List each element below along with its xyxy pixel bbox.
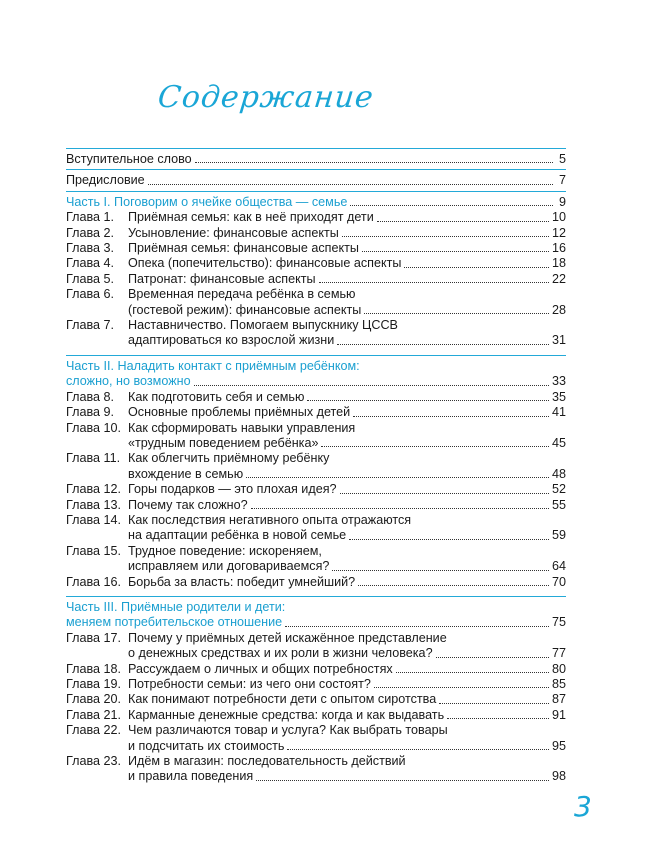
- page-ref: 28: [551, 302, 566, 317]
- chapter-title: Как последствия негативного опыта отражаются: [128, 512, 412, 527]
- page-ref: 70: [551, 574, 566, 589]
- page-ref: 55: [551, 497, 566, 512]
- dot-leader: [319, 281, 549, 283]
- part-title: Часть III. Приёмные родители и дети:: [66, 599, 286, 614]
- chapter-label: Глава 2.: [66, 225, 115, 240]
- page-title: Содержание: [156, 80, 376, 115]
- chapter-entry: [66, 303, 566, 318]
- chapter-title: и правила поведения: [128, 769, 254, 784]
- separator-line: [66, 355, 566, 356]
- chapter-title: Трудное поведение: искореняем,: [128, 543, 322, 558]
- chapter-title: Приёмная семья: как в неё приходят дети: [128, 210, 374, 225]
- toc-entry: [66, 173, 566, 188]
- dot-leader: [377, 220, 549, 222]
- chapter-title: Как понимают потребности дети с опытом сиротства: [128, 692, 437, 707]
- dot-leader: [307, 399, 549, 401]
- dot-leader: [396, 671, 549, 673]
- chapter-title: Горы подарков — это плохая идея?: [128, 482, 337, 497]
- chapter-title: Основные проблемы приёмных детей: [128, 405, 351, 420]
- dot-leader: [350, 204, 553, 206]
- chapter-entry: [66, 544, 566, 559]
- chapter-entry: [66, 559, 566, 574]
- chapter-title: вхождение в семью: [128, 466, 244, 481]
- dot-leader: [340, 492, 549, 494]
- chapter-label: Глава 9.: [66, 405, 115, 420]
- dot-leader: [439, 702, 549, 704]
- dot-leader: [195, 161, 553, 163]
- page-ref: 95: [551, 738, 566, 753]
- chapter-entry: [66, 421, 566, 436]
- page-ref: 33: [551, 374, 566, 389]
- chapter-title: Временная передача ребёнка в семью: [128, 287, 356, 302]
- dot-leader: [285, 625, 549, 627]
- chapter-title: Усыновление: финансовые аспекты: [128, 225, 339, 240]
- chapter-label: Глава 4.: [66, 256, 115, 271]
- chapter-title: исправляем или договариваемся?: [128, 559, 330, 574]
- chapter-label: Глава 22.: [66, 723, 122, 738]
- chapter-title: Почему у приёмных детей искажённое представление: [128, 630, 447, 645]
- page-ref: 77: [551, 646, 566, 661]
- chapter-entry: [66, 677, 566, 692]
- chapter-label: Глава 11.: [66, 451, 121, 466]
- toc-entry: [66, 152, 566, 167]
- dot-leader: [404, 266, 549, 268]
- chapter-entry: [66, 708, 566, 723]
- chapter-title: (гостевой режим): финансовые аспекты: [128, 302, 362, 317]
- part-title: Часть I. Поговорим о ячейке общества — семье: [66, 194, 348, 209]
- chapter-label: Глава 16.: [66, 574, 122, 589]
- dot-leader: [362, 250, 549, 252]
- chapter-title: о денежных средствах и их роли в жизни человека?: [128, 646, 433, 661]
- chapter-label: Глава 20.: [66, 692, 122, 707]
- chapter-label: Глава 21.: [66, 707, 122, 722]
- dot-leader: [321, 445, 549, 447]
- chapter-title: Потребности семьи: из чего они состоят?: [128, 677, 371, 691]
- dot-leader: [256, 779, 549, 781]
- chapter-label: Глава 7.: [66, 318, 115, 333]
- dot-leader: [251, 507, 549, 509]
- chapter-entry: [66, 528, 566, 543]
- chapter-entry: [66, 272, 566, 287]
- page-ref: 91: [551, 707, 566, 722]
- dot-leader: [447, 717, 549, 719]
- page-ref: 48: [551, 466, 566, 481]
- page-ref: 5: [558, 152, 566, 166]
- chapter-title: Как сформировать навыки управления: [128, 420, 356, 435]
- chapter-title: Идём в магазин: последовательность действий: [128, 754, 406, 769]
- chapter-entry: [66, 575, 566, 590]
- chapter-label: Глава 3.: [66, 241, 115, 256]
- chapter-title: Наставничество. Помогаем выпускнику ЦССВ: [128, 318, 398, 333]
- chapter-entry: [66, 662, 566, 677]
- chapter-title: «трудным поведением ребёнка»: [128, 435, 319, 450]
- page-ref: 64: [551, 559, 566, 574]
- chapter-entry: [66, 210, 566, 225]
- chapter-title: Борьба за власть: победит умнейший?: [128, 574, 356, 589]
- chapter-entry: [66, 226, 566, 241]
- page-ref: 10: [551, 210, 566, 225]
- page-ref: 31: [551, 333, 566, 348]
- spacer: [66, 349, 566, 353]
- chapter-entry: [66, 451, 566, 466]
- chapter-title: адаптироваться ко взрослой жизни: [128, 333, 335, 348]
- chapter-entry: [66, 692, 566, 707]
- chapter-entry: [66, 513, 566, 528]
- dot-leader: [436, 656, 549, 658]
- page-ref: 9: [558, 194, 566, 209]
- chapter-entry: [66, 646, 566, 661]
- page-ref: 22: [551, 271, 566, 286]
- chapter-entry: [66, 333, 566, 348]
- page-ref: 87: [551, 692, 566, 707]
- page-ref: 52: [551, 482, 566, 497]
- page-ref: 85: [551, 677, 566, 691]
- chapter-title: Рассуждаем о личных и общих потребностях: [128, 661, 393, 676]
- part-heading: [66, 195, 566, 210]
- chapter-entry: [66, 739, 566, 754]
- dot-leader: [287, 748, 549, 750]
- part-title: сложно, но возможно: [66, 374, 191, 389]
- part-heading: [66, 600, 566, 615]
- spacer: [66, 590, 566, 594]
- page-ref: 98: [551, 769, 566, 784]
- chapter-label: Глава 15.: [66, 543, 122, 558]
- chapter-entry: [66, 723, 566, 738]
- dot-leader: [374, 686, 549, 688]
- chapter-title: Почему так сложно?: [128, 497, 248, 512]
- page-ref: 35: [551, 389, 566, 404]
- separator-line: [66, 596, 566, 597]
- chapter-title: Чем различаются товар и услуга? Как выбрать товары: [128, 723, 448, 738]
- chapter-entry: [66, 256, 566, 271]
- chapter-entry: [66, 754, 566, 769]
- chapter-label: Глава 23.: [66, 754, 122, 769]
- page-ref: 45: [551, 435, 566, 450]
- separator-line: [66, 169, 566, 170]
- dot-leader: [148, 183, 553, 185]
- part-title: меняем потребительское отношение: [66, 615, 283, 630]
- chapter-entry: [66, 498, 566, 513]
- separator-line: [66, 148, 566, 149]
- page-ref: 41: [551, 405, 566, 420]
- chapter-title: Приёмная семья: финансовые аспекты: [128, 241, 359, 256]
- chapter-label: Глава 13.: [66, 497, 122, 512]
- page-ref: 75: [551, 615, 566, 630]
- chapter-entry: [66, 390, 566, 405]
- chapter-label: Глава 14.: [66, 512, 122, 527]
- chapter-entry: [66, 405, 566, 420]
- dot-leader: [364, 312, 549, 314]
- page-ref: 80: [551, 661, 566, 676]
- page-ref: 12: [551, 225, 566, 240]
- chapter-title: Патронат: финансовые аспекты: [128, 271, 316, 286]
- chapter-entry: [66, 287, 566, 302]
- page-ref: 7: [558, 173, 566, 188]
- entry-title: Предисловие: [66, 173, 145, 188]
- entry-title: Вступительное слово: [66, 152, 192, 166]
- table-of-contents: [66, 146, 566, 785]
- chapter-title: Карманные денежные средства: когда и как выдавать: [128, 707, 445, 722]
- dot-leader: [342, 235, 549, 237]
- chapter-title: Опека (попечительство): финансовые аспекты: [128, 256, 402, 271]
- chapter-label: Глава 18.: [66, 661, 122, 676]
- chapter-entry: [66, 769, 566, 784]
- dot-leader: [358, 584, 549, 586]
- page-ref: 59: [551, 528, 566, 543]
- dot-leader: [246, 476, 549, 478]
- chapter-label: Глава 5.: [66, 271, 115, 286]
- part-heading: [66, 374, 566, 389]
- dot-leader: [194, 384, 549, 386]
- chapter-label: Глава 17.: [66, 630, 122, 645]
- page-ref: 16: [551, 241, 566, 256]
- chapter-entry: [66, 436, 566, 451]
- chapter-entry: [66, 318, 566, 333]
- chapter-entry: [66, 241, 566, 256]
- dot-leader: [332, 569, 549, 571]
- part-heading: [66, 615, 566, 630]
- dot-leader: [349, 538, 549, 540]
- part-heading: [66, 359, 566, 374]
- page-ref: 18: [551, 256, 566, 271]
- chapter-title: на адаптации ребёнка в новой семье: [128, 528, 347, 543]
- chapter-entry: [66, 631, 566, 646]
- dot-leader: [353, 415, 549, 417]
- part-title: Часть II. Наладить контакт с приёмным ребёнком:: [66, 358, 360, 373]
- chapter-label: Глава 8.: [66, 389, 115, 404]
- chapter-title: и подсчитать их стоимость: [128, 738, 285, 753]
- chapter-entry: [66, 482, 566, 497]
- dot-leader: [337, 343, 549, 345]
- page-number: 3: [574, 790, 592, 823]
- chapter-label: Глава 19.: [66, 677, 122, 691]
- chapter-label: Глава 12.: [66, 482, 122, 497]
- chapter-label: Глава 10.: [66, 420, 122, 435]
- separator-line: [66, 191, 566, 192]
- chapter-title: Как подготовить себя и семью: [128, 389, 305, 404]
- chapter-label: Глава 6.: [66, 287, 115, 302]
- chapter-entry: [66, 467, 566, 482]
- chapter-label: Глава 1.: [66, 210, 115, 225]
- chapter-title: Как облегчить приёмному ребёнку: [128, 451, 330, 466]
